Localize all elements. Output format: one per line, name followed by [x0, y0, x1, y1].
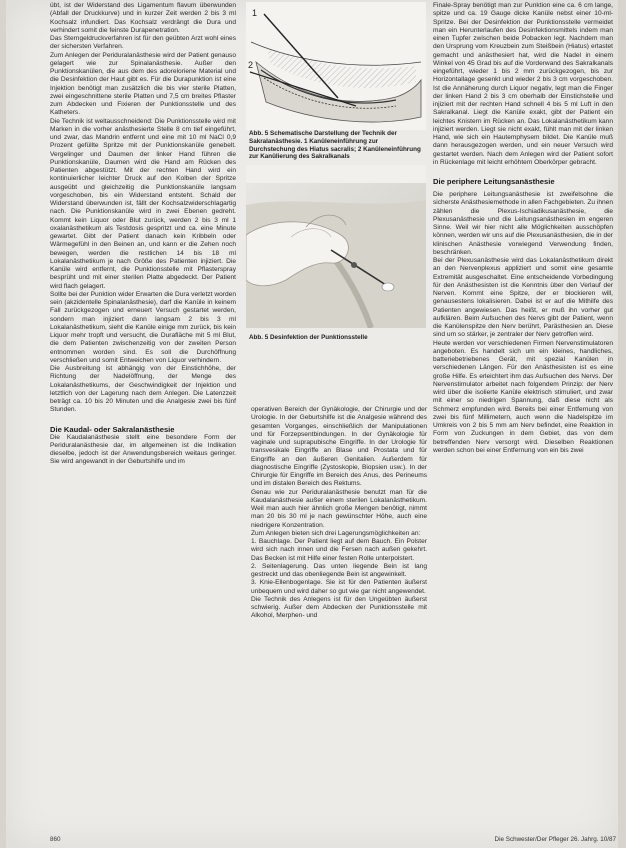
- left-column: [50, 2, 236, 467]
- paragraph: Heute werden vor verschiedenen Firmen Nervenstimulatoren angeboten. Es handelt sich um ein kleines, handliches, batteriebetriebenes Gerät, mit spezial Kanülen in verschiedenen Längen. Für den Anästhesisten ist es eine große Hilfe. Es erleichtert ihm das Aufsuchen des Nervs. Der Nervenstimulator arbeitet nach folgendem Prinzip: der Nerv wird über die isolierte Kanüle elektrisch stimuliert, und zwar mit einer so niedrigen Spannung, daß diese nicht als Schmerz empfunden wird. Bereits bei einer Entfernung von zwei bis fünf Millimetern, auch wenn die Nadelspitze im Umkreis von 2 bis 5 mm am Nerv befindet, eine Reaktion in Form von Zuckungen in dem Gebiet, das von dem betreffenden Nerv versorgt wird. Dieselben Reaktionen werden schon bei einer Entfernung von ein bis zwei: [433, 339, 613, 454]
- section-heading: Die periphere Leitungsanästhesie: [433, 177, 555, 186]
- paragraph: Die Technik ist weltausschneidend: Die Punktionsstelle wird mit Marken in die vorher anästhesierte Stelle 8 cm tief eingeführt, und zwar, das Mandrin entfernt und eine mit 10 ml NaCl 0,9 Prozent gefüllte Spritze mit der Punktionskanüle genebelt. Vergelinger und Daumen der linker Hand führen die Punktionskanüle, Daumen wird die Hand am Rücken des Patienten abgestützt. Mit der rechten Hand wird ein kontinuierlicher leichter Druck auf den Kolben der Spritze ausgeübt und gleichzeitig die Punktionskanüle langsam vorgeschoben, bis ein Widerstand entsteht. Schald der Widerstand überwunden ist, fällt der Kochsalzwiderschlagartig nach. Die Punktionskanüle wird in zwei Ebenen gedreht. Kommt kein Liquor oder Blut zurück, werden 2 bis 3 ml 1 oxalanästhetikum als Testdosis gespritzt und ca. eine Minute gewartet. Gibt der Patient danach kein Kribbeln oder Wärmegefühl in den Beinen an, und kann er die Zehen noch bewegen, werden die restlichen 14 bis 18 ml Lokalanästhetikum je nach Größe des Patienten injiziert. Die Kanüle wird entfernt, die Punktionsstelle mit Pflasterspray besprüht und mit einer sterilen Platte abgedeckt. Der Patient wird flach gelagert.: [50, 117, 236, 290]
- section-heading: Die Kaudal- oder Sakralanästhesie: [50, 424, 175, 434]
- paragraph: Die periphere Leitungsanästhesie ist zweifelsohne die sicherste Anästhesiemethode in allen Fachgebieten. Zu ihnen zählen die Plexus-Ischiadikusanästhesie, die Plexusanästhesie und die Leitungsanästhesien im engeren Sinne. Weil wir hier nicht alle Möglichkeiten ausschöpfen können, werden wir uns auf die Plexusanästhesien, die in der klinischen Anästhesie vorwiegend Verwendung finden, beschränken.: [433, 191, 613, 256]
- paragraph: Genau wie zur Periduralanästhesie benutzt man für die Kaudalanästhesie außer einem sterilen Lokalanästhetikum. Weil man auch hier ähnlich große Mengen benötigt, nimmt man 20 bis 30 ml je nach gewünschter Höhe, auch eine niedrigere Konzentration.: [251, 488, 427, 529]
- paragraph: Sollte bei der Punktion wider Erwarten die Dura verletzt worden sein (akzidentelle Spinalanästhesie), darf die Kanüle in keinem Fall zurückgezogen und erneuert Versuch gestartet werden, sondern man injiziert dann langsam 2 bis 3 ml Lokalanästhetikum, sieht die Kanüle einige mm zurück, bis kein Liquor mehr tropft und versucht, die Durafläche mit 5 ml Blut, die dem Patienten zwischenzeitig von der zweiten Person entnommen worden sind. Es soll die Durchöffnung verschließen und somit Entweichen von Liquor verhindern.: [50, 290, 236, 364]
- paragraph: übt, ist der Widerstand des Ligamentum flavum überwunden (Abfall der Druckkurve) und in kurzer Zeit werden 2 bis 3 ml Kochsalz infundiert. Das Kochsalz verdrängt die Dura und verhindert somit die feinste Durapenetration.: [50, 2, 236, 34]
- disinfection-photo: [246, 165, 426, 328]
- disinfection-photo-svg: [246, 165, 426, 328]
- paragraph: Zum Anlegen bieten sich drei Lagerungsmöglichkeiten an:: [251, 529, 421, 537]
- paragraph: Zum Anlegen der Periduralanästhesie wird der Patient genauso gelagert wie zur Spinalanästhesie. Außer den Punktionskanülen, die aus dem des adoreloriene Material und die Desinfektion der Haut gibt es. Für die Durapunktion ist eine Injektion benötigt man zusätzlich die bis vier sterile Platten, zwei eingeschnittene sterile Platten und 7,5 cm breites Pflaster zum Abdecken und Fixieren der Punktionsstelle und des Katheters.: [50, 51, 236, 117]
- paragraph: Das Sterngeldruckverfahren ist für den geübten Arzt wohl eines der sichersten Verfahren.: [50, 35, 236, 51]
- paragraph: Die Kaudalanästhesie stellt eine besondere Form der Periduralanästhesie dar, im allgemeinen ist die Indikation dieselbe, jedoch ist der Anwendungsbereich weitaus geringer. Sie wird angewandt in der Geburtshilfe und im: [50, 433, 236, 466]
- paragraph: 3. Knie-Ellenbogenlage. Sie ist für den Patienten äußerst unbequem und wird daher so gut wie gar nicht angewendet.: [251, 579, 427, 595]
- document-page: [6, 0, 618, 848]
- figure-caption: Abb. 5 Desinfektion der Punktionsstelle: [249, 334, 368, 341]
- sacral-diagram-svg: [246, 2, 426, 130]
- paragraph: Die Technik des Anlegens ist für den Ungeübten äußerst schwierig. Außer dem Abdecken der Punktionsstelle mit Alkohol, Merphen- und: [251, 595, 427, 620]
- sacral-schematic-figure: [246, 2, 426, 130]
- middle-column: [251, 406, 427, 621]
- paragraph: operativen Bereich der Gynäkologie, der Chirurgie und der Urologie. In der Geburtshilfe ist die Analgesie während des gesamten Vorganges, einschließlich der Manipulationen und für Forzepsentbindungen. In der Gynäkologie für vaginale und suprapubische Eingriffe. In der Urologie für transvesikale Eingriffe an Blase und Prostata und für Eingriffe an den äußeren Genitalien. Außerdem für diagnostische Eingriffe (Zystoskopie, Biopsien usw.). In der Chirurgie für Eingriffe im Bereich des Anus, des Perineums und im distalen Bereich des Rektums.: [251, 406, 427, 488]
- right-column: [433, 2, 613, 455]
- paragraph: 2. Seitenlagerung. Das unten liegende Bein ist lang gestreckt und das obenliegende Bein ist angewinkelt.: [251, 562, 427, 578]
- figure-label-2: 2: [248, 60, 254, 70]
- journal-footer: Die Schwester/Der Pfleger 26. Jahrg. 10/87: [494, 836, 616, 843]
- paragraph: 1. Bauchlage. Der Patient liegt auf dem Bauch. Ein Polster wird sich nach innen und die Fersen nach außen gekehrt. Das Becken ist mit Hilfe einer festen Rolle unterpolstert.: [251, 538, 427, 562]
- figure-label-1: 1: [252, 8, 258, 18]
- paragraph: Bei der Plexusanästhesie wird das Lokalanästhetikum direkt an den Nervenplexus appliziert und somit eine gesamte Extremität ausgeschaltet. Eine entscheidende Vorbedingung für den Anästhesisten ist die Kenntnis über den Verlauf der Nerven. Kommt eine Spitze, der er blockieren will, genausestens lokalisieren. Dabei ist er auf die Mithilfe des Patienten angewiesen. Das heißt, er muß ihn vorher gut aufklären. Beim Aufsuchen des Nervs gibt der Patient, wenn die Kanülenspitze den Nerv berührt, Parästhesien an. Diese sind um so stärker, je zentraler der Nerv getroffen wird.: [433, 257, 613, 339]
- paragraph: Finale-Spray benötigt man zur Punktion eine ca. 6 cm lange, spitze und ca. 19 Gauge dicke Kanüle nebst einer 10-ml-Spritze. Bei der Desinfektion der Punktionsstelle vermeidet man ein Herunterlaufen des Desinfektionsmittels indem man einen Tupfer zwischen beide Pobacken legt. Nachdem man den Ursprung vom Kreuzbein zum Steißbein (Hiatus) ertastet gemacht und anästhesiert hat, wird die Nadel in einem Winkel von 45 Grad bis auf die Vorderwand des Sakralkanals eingeführt, wieder 1 bis 2 mm zurückgezogen, bis zur Horizontallage gesenkt und wieder 2 bis 3 cm vorgeschoben. Ist die Annäherung durch Liquor negativ, legt man die Finger der linken Hand 2 bis 3 cm oberhalb der Einstichstelle und injiziert mit der rechten Hand schnell 4 bis 5 ml Luft in den Sakralkanal. Liegt die Kanüle exakt, gibt der Patient ein leichtes Knistern im Rücken an. Das Lokalanästhetikum kann injiziert werden. Liegt sie nicht exakt, fühlt man mit der linken Hand, wie sich ein Hautemphysem bildet. Die Kanüle muß dann herausgezogen werden, und ein neuer Versuch wird gestartet werden. Nach dem Anlegen wird der Patient sofort in Rückenlage mit leicht erhöhtem Oberkörper gebracht.: [433, 2, 613, 166]
- page-number: 860: [50, 836, 61, 843]
- figure-caption: Abb. 5 Schematische Darstellung der Technik der Sakralanästhesie. 1 Kanüleneinführung zur Durchstechung des Hiatus sacralis; 2 Kanüleneinführung zur Kanülierung des Sakralkanals: [249, 130, 421, 161]
- paragraph: Die Ausbreitung ist abhängig von der Einstichhöhe, der Richtung der Nadelöffnung, der Menge des Lokalanästhetikums, der Geschwindigkeit der Injektion und letztlich von der Lagerung nach dem Anlegen. Die Latenzzeit beträgt ca. 10 bis 20 Minuten und die Analgesie zwei bis fünf Stunden.: [50, 365, 236, 414]
